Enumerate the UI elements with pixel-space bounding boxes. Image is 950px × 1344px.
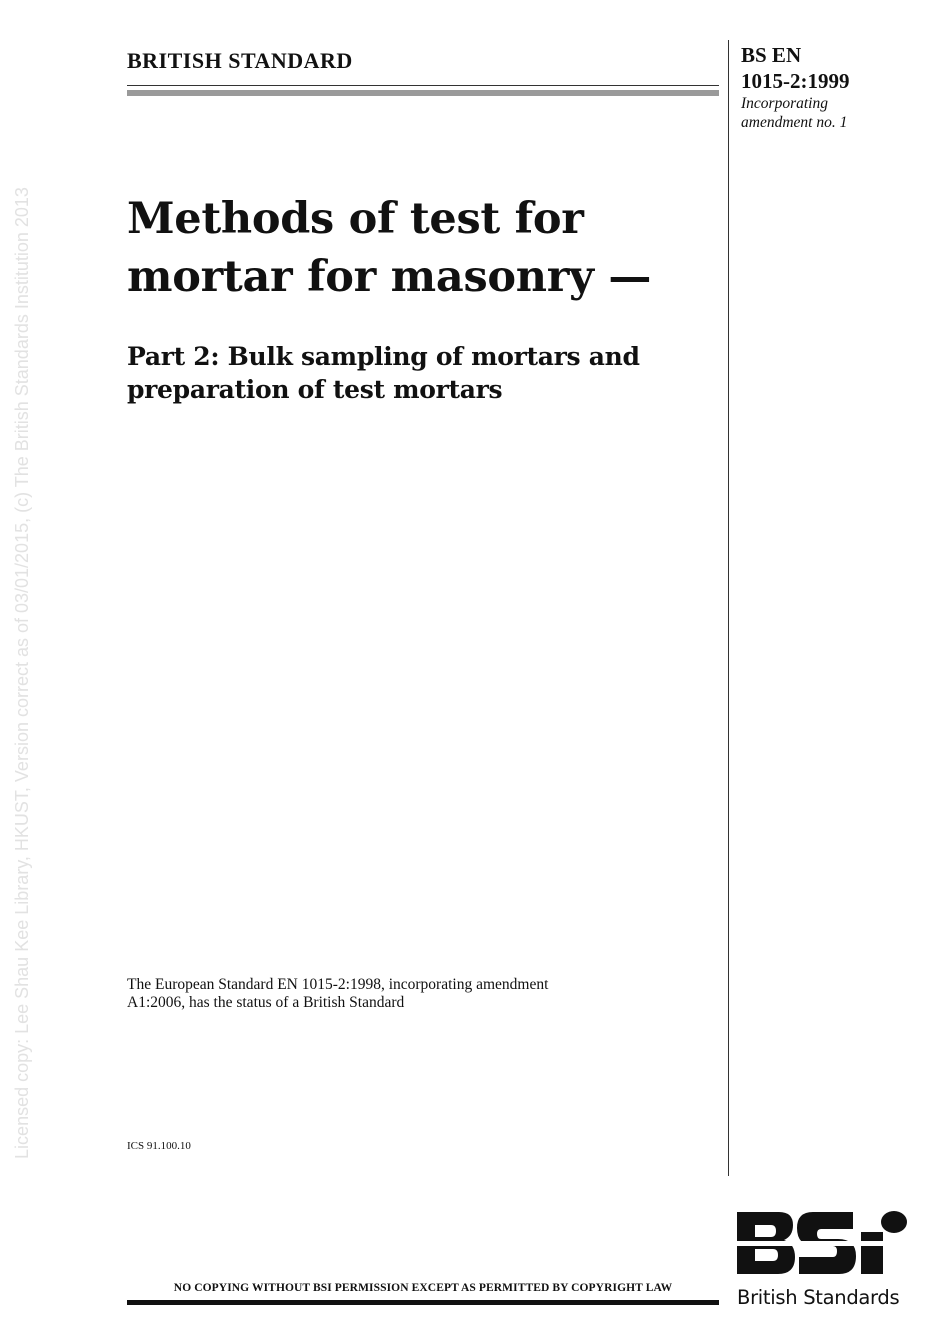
- header-thick-rule: [127, 90, 719, 96]
- bsi-logo-mark: [735, 1208, 910, 1283]
- status-statement: [127, 976, 687, 1012]
- document-subtitle: [127, 340, 727, 406]
- status-line2: A1:2006, has the status of a British Standard: [127, 994, 405, 1011]
- standard-number: [741, 42, 850, 94]
- logo-subtitle: British Standards: [737, 1286, 900, 1309]
- copyright-notice: NO COPYING WITHOUT BSI PERMISSION EXCEPT AS PERMITTED BY COPYRIGHT LAW: [173, 1282, 673, 1294]
- standard-number-line2: 1015-2:1999: [741, 69, 850, 93]
- ics-code: ICS 91.100.10: [127, 1140, 191, 1152]
- side-column-rule: [728, 40, 729, 1176]
- title-line1: Methods of test for: [127, 194, 584, 244]
- footer-rule: [127, 1300, 719, 1305]
- status-line1: The European Standard EN 1015-2:1998, incorporating amendment: [127, 976, 549, 993]
- subtitle-line2: preparation of test mortars: [127, 375, 503, 404]
- subtitle-line1: Part 2: Bulk sampling of mortars and: [127, 342, 640, 371]
- title-line2: mortar for masonry —: [127, 252, 652, 302]
- document-title: [127, 190, 727, 306]
- amendment-note-line1: Incorporating: [741, 95, 828, 112]
- document-type-label: BRITISH STANDARD: [127, 48, 353, 73]
- standard-number-line1: BS EN: [741, 43, 802, 67]
- header-thin-rule: [127, 85, 719, 86]
- amendment-note: [741, 94, 847, 132]
- license-watermark: Licensed copy: Lee Shau Kee Library, HKUST, Version correct as of 03/01/2015, (c) The British Standards Institution 2013: [12, 187, 32, 1159]
- amendment-note-line2: amendment no. 1: [741, 114, 848, 131]
